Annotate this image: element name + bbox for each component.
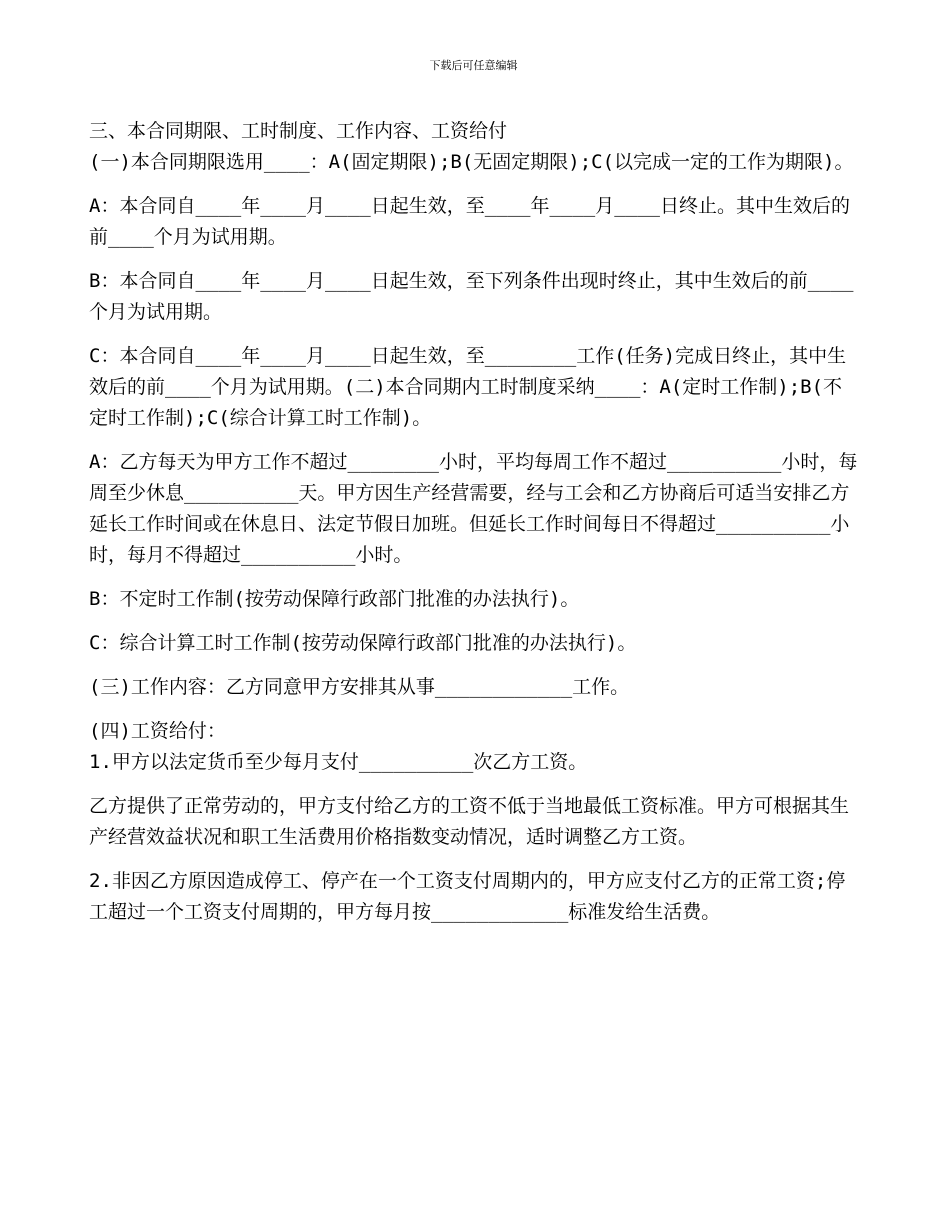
paragraph-term-a: A：本合同自____年____月____日起生效，至____年____月____日终止。其中生效后的前____个月为试用期。 (89, 195, 850, 248)
document-body (89, 116, 858, 928)
paragraph-term-c: C：本合同自____年____月____日起生效，至________工作(任务)完成日终止，其中生效后的前____个月为试用期。(二)本合同期内工时制度采纳____：A(定时工作制);B(不定时工作制);C(综合计算工时工作制)。 (89, 345, 847, 429)
page-header: 下载后可任意编辑 (429, 59, 518, 72)
paragraph-work-content: (三)工作内容：乙方同意甲方安排其从事____________工作。 (89, 676, 630, 698)
paragraph-wages-standard: 乙方提供了正常劳动的，甲方支付给乙方的工资不低于当地最低工资标准。甲方可根据其生产经营效益状况和职工生活费用价格指数变动情况，适时调整乙方工资。 (89, 795, 850, 848)
paragraph-wages-1: 1.甲方以法定货币至少每月支付__________次乙方工资。 (89, 751, 588, 773)
paragraph-wages-heading: (四)工资给付： (89, 720, 226, 742)
paragraph-hours-c: C：综合计算工时工作制(按劳动保障行政部门批准的办法执行)。 (89, 632, 637, 654)
paragraph-hours-b: B：不定时工作制(按劳动保障行政部门批准的办法执行)。 (89, 588, 580, 610)
paragraph-wages-2: 2.非因乙方原因造成停工、停产在一个工资支付周期内的，甲方应支付乙方的正常工资;停工超过一个工资支付周期的，甲方每月按____________标准发给生活费。 (89, 870, 846, 923)
section-heading: 三、本合同期限、工时制度、工作内容、工资给付 (89, 120, 508, 142)
paragraph-hours-a: A：乙方每天为甲方工作不超过________小时，平均每周工作不超过__________小时，每周至少休息__________天。甲方因生产经营需要，经与工会和乙方协商后可适当安排乙方延长工作时间或在休息日、法定节假日加班。但延长工作时间每日不得超过__________小时，每月不得超过__________小时。 (89, 451, 858, 566)
paragraph-term-b: B：本合同自____年____月____日起生效，至下列条件出现时终止，其中生效后的前____个月为试用期。 (89, 270, 854, 323)
paragraph-term-choice: (一)本合同期限选用____：A(固定期限);B(无固定期限);C(以完成一定的工作为期限)。 (89, 151, 854, 173)
